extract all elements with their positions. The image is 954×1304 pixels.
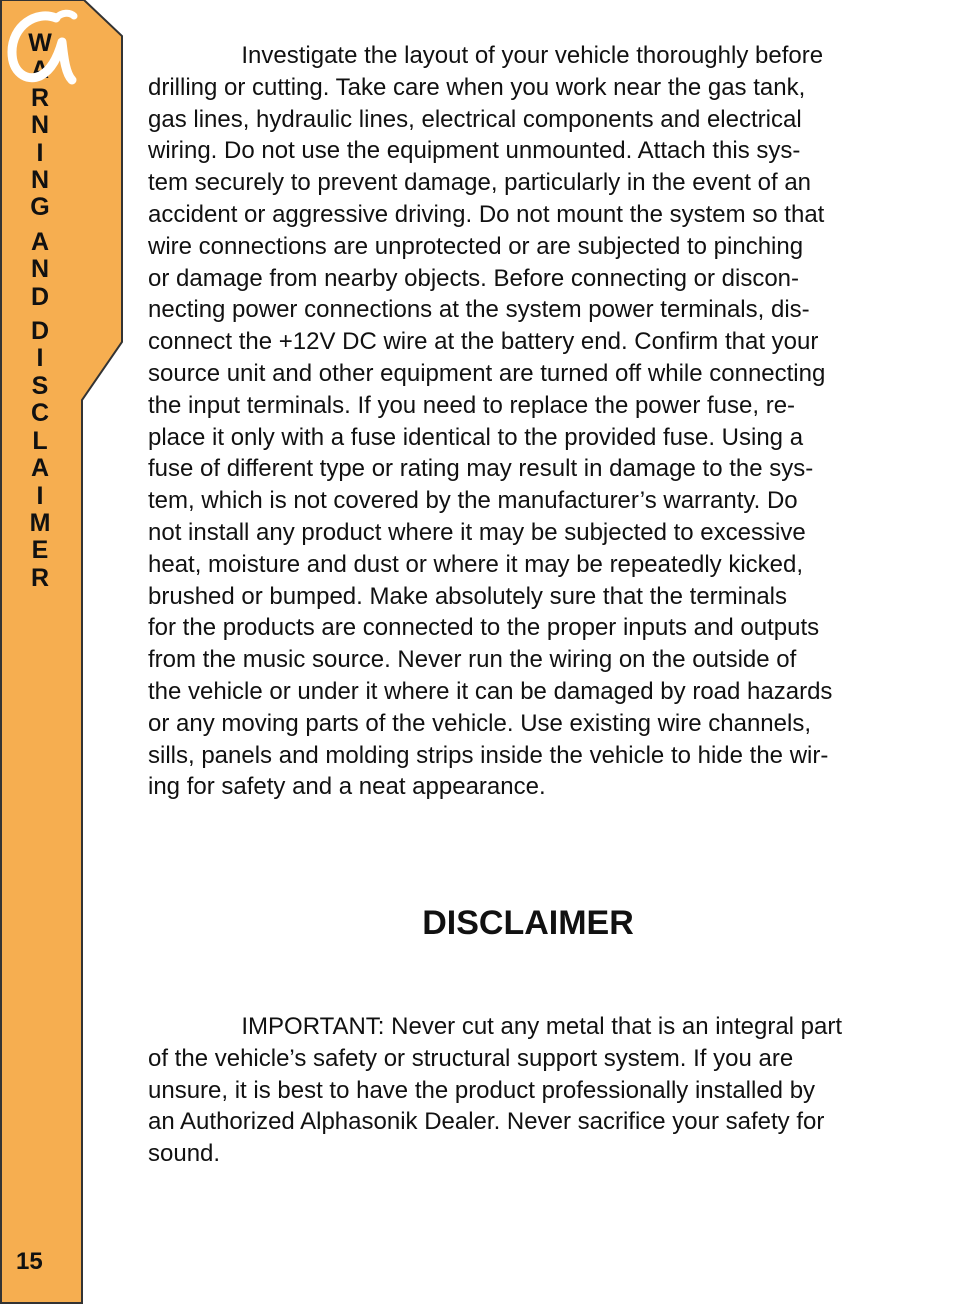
title-letter: L bbox=[32, 426, 48, 455]
title-letter: G bbox=[30, 193, 50, 222]
title-letter: D bbox=[30, 282, 50, 311]
title-letter: A bbox=[30, 227, 50, 256]
side-tab bbox=[0, 0, 130, 1304]
title-letter: I bbox=[36, 344, 44, 373]
title-letter: S bbox=[31, 371, 49, 400]
warning-paragraph: Investigate the layout of your vehicle thoroughly before drilling or cutting. Take care when you work near the gas tank, gas lines, hydraulic lines, electrical components and electrical wiring. Do not use the equipment unmounted. Attach this sys- tem securely to prevent damage, particularly in the event of an accident or aggressive driving. Do not mount the system so that wire connections are unprotected or are subjected to pinching or damage from nearby objects. Before connecting or discon- necting power connections at the system power terminals, dis- connect the +12V DC wire at the battery end. Confirm that your source unit and other equipment are turned off while connecting the input terminals. If you need to replace the power fuse, re- place it only with a fuse identical to the provided fuse. Using a fuse of different type or rating may result in damage to the sys- tem, which is not covered by the manufacturer’s warranty. Do not install any product where it may be subjected to excessive heat, moisture and dust or where it may be repeatedly kicked, brushed or bumped. Make absolutely sure that the terminals for the products are connected to the proper inputs and outputs from the music source. Never run the wiring on the outside of the vehicle or under it where it can be damaged by road hazards or any moving parts of the vehicle. Use existing wire channels, sills, panels and molding strips inside the vehicle to hide the wir- ing for safety and a neat appearance. bbox=[148, 42, 833, 801]
title-letter: N bbox=[30, 111, 50, 140]
alpha-logo-icon bbox=[0, 0, 78, 90]
page-number: 15 bbox=[16, 1248, 43, 1275]
section-title-vertical bbox=[20, 30, 60, 592]
title-letter: I bbox=[36, 138, 44, 167]
title-letter: A bbox=[30, 454, 50, 483]
title-letter: N bbox=[30, 166, 50, 195]
disclaimer-paragraph: IMPORTANT: Never cut any metal that is an integral part of the vehicle’s safety or structural support system. If you are unsure, it is best to have the product professionally installed by an Authorized Alphasonik Dealer. Never sacrifice your safety for sound. bbox=[148, 1013, 843, 1168]
title-letter: R bbox=[30, 83, 50, 112]
title-letter: M bbox=[29, 508, 51, 537]
title-letter: C bbox=[30, 399, 50, 428]
title-letter: N bbox=[30, 255, 50, 284]
title-letter: D bbox=[30, 317, 50, 346]
title-letter: R bbox=[30, 563, 50, 592]
disclaimer-heading: DISCLAIMER bbox=[422, 904, 634, 942]
title-letter: W bbox=[28, 29, 52, 57]
title-letter: E bbox=[31, 536, 49, 565]
title-letter: I bbox=[36, 481, 44, 510]
title-letter: A bbox=[30, 56, 50, 85]
